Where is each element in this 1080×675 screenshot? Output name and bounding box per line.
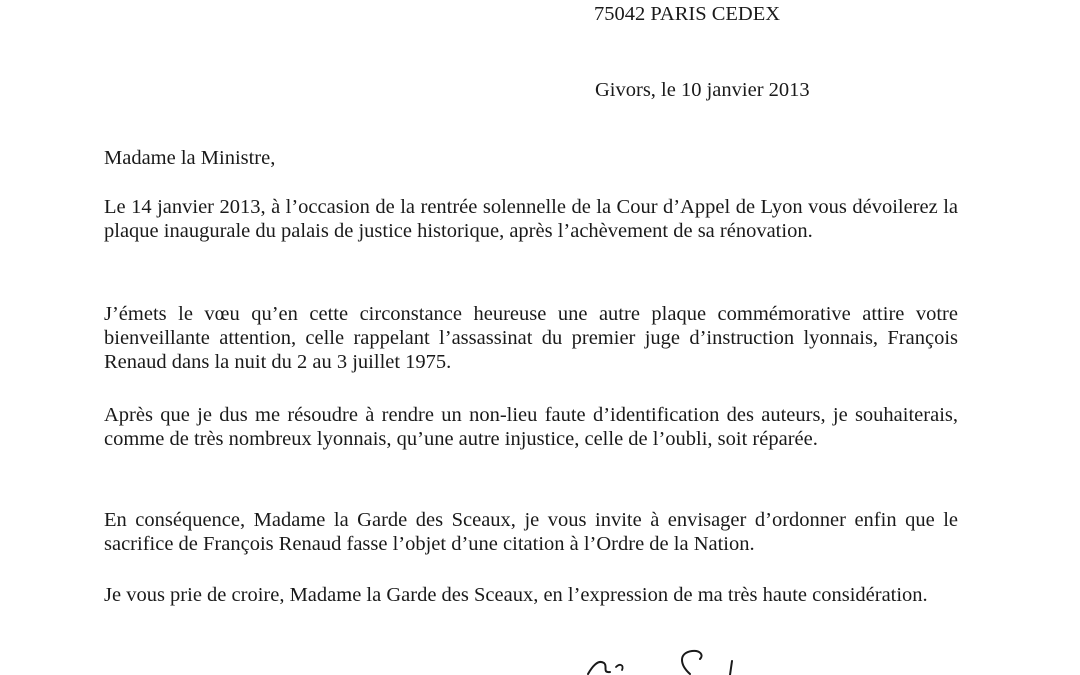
salutation: Madame la Ministre, [104,147,276,169]
paragraph-3: Après que je dus me résoudre à rendre un non-lieu faute d’identification des auteurs, je souhaiterais, comme de très nombreux lyonnais, qu’une autre injustice, celle de l’oubli, soit réparée. [104,404,958,450]
paragraph-2: J’émets le vœu qu’en cette circonstance heureuse une autre plaque commémorative attire votre bienveillante attention, celle rappelant l’assassinat du premier juge d’instruction lyonnais, François Renaud dans la nuit du 2 au 3 juillet 1975. [104,303,958,373]
paragraph-4: En conséquence, Madame la Garde des Sceaux, je vous invite à envisager d’ordonner enfin que le sacrifice de François Renaud fasse l’objet d’une citation à l’Ordre de la Nation. [104,509,958,555]
place-and-date: Givors, le 10 janvier 2013 [595,79,810,101]
paragraph-1: Le 14 janvier 2013, à l’occasion de la rentrée solennelle de la Cour d’Appel de Lyon vous dévoilerez la plaque inaugurale du palais de justice historique, après l’achèvement de sa rénovation. [104,196,958,242]
paragraph-5-closing: Je vous prie de croire, Madame la Garde des Sceaux, en l’expression de ma très haute considération. [104,584,928,606]
recipient-city-line: 75042 PARIS CEDEX [594,3,781,25]
handwritten-signature [580,645,780,675]
